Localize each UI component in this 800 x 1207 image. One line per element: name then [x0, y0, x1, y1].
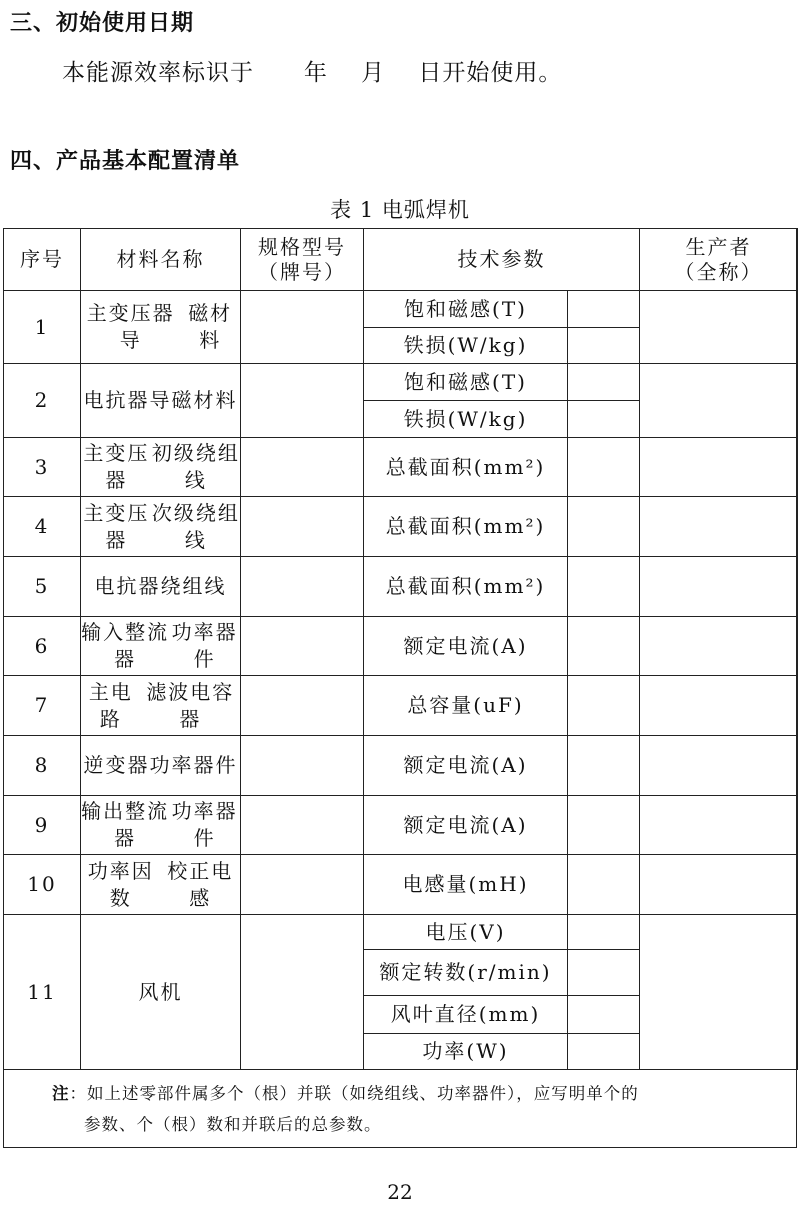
row-material — [80, 556, 241, 617]
row-maker — [639, 675, 798, 736]
param-value — [567, 795, 640, 855]
row-no — [3, 854, 81, 915]
row-maker — [639, 363, 798, 438]
cell-text: （牌号） — [258, 259, 346, 284]
row-no — [3, 735, 81, 796]
cell-text: 材料名称 — [116, 247, 205, 271]
row-spec — [240, 437, 364, 497]
row-no — [3, 914, 81, 1070]
table-note — [52, 1078, 792, 1140]
header-spec — [240, 228, 364, 291]
param-label: 电压(V) — [425, 919, 506, 944]
row-number: 7 — [34, 693, 50, 717]
row-number: 8 — [34, 753, 50, 777]
row-number: 9 — [34, 812, 50, 837]
param-label: 额定电流(A) — [403, 753, 528, 777]
row-material — [80, 675, 241, 736]
cell-text-line: 风机 — [138, 979, 183, 1004]
row-material — [80, 290, 241, 364]
row-maker — [639, 854, 798, 915]
cell-text: 规格型号 — [258, 234, 346, 259]
row-material — [80, 735, 241, 796]
param-name — [363, 437, 568, 497]
row-material — [80, 363, 241, 438]
param-value — [567, 854, 640, 915]
cell-text-line: 功率器件 — [171, 799, 238, 850]
row-number: 5 — [34, 574, 50, 598]
param-label: 额定电流(A) — [403, 812, 528, 837]
param-label: 总截面积(mm²) — [385, 454, 546, 479]
param-value — [567, 437, 640, 497]
param-value — [567, 995, 640, 1034]
cell-text-line: 电抗器导磁 — [83, 388, 194, 412]
param-value — [567, 363, 640, 401]
row-spec — [240, 363, 364, 438]
cell-text-line: 输出整流器 — [81, 799, 170, 850]
param-name — [363, 675, 568, 736]
param-value — [567, 616, 640, 676]
param-name — [363, 949, 568, 996]
cell-text-line: 校正电感 — [167, 858, 234, 910]
row-spec — [240, 290, 364, 364]
row-material — [80, 795, 241, 855]
param-value — [567, 949, 640, 996]
param-name — [363, 854, 568, 915]
cell-text-line: 初级绕组线 — [151, 441, 240, 492]
row-spec — [240, 914, 364, 1070]
row-spec — [240, 616, 364, 676]
param-label: 总截面积(mm²) — [385, 574, 546, 598]
param-name — [363, 496, 568, 557]
note-label: 注 — [52, 1084, 70, 1103]
param-name — [363, 400, 568, 438]
row-material — [80, 616, 241, 676]
param-name — [363, 327, 568, 364]
table-caption: 表 1 电弧焊机 — [330, 198, 470, 222]
row-spec — [240, 675, 364, 736]
param-value — [567, 735, 640, 796]
param-value — [567, 496, 640, 557]
note-line-1 — [52, 1078, 792, 1109]
param-name — [363, 363, 568, 401]
param-value — [567, 290, 640, 328]
param-label: 总容量(uF) — [407, 693, 524, 717]
header-maker — [639, 228, 798, 291]
row-no — [3, 556, 81, 617]
note-line-2: 参数、个（根）数和并联后的总参数。 — [84, 1115, 382, 1134]
cell-text: 序号 — [20, 247, 64, 271]
row-no — [3, 795, 81, 855]
cell-text: （全称） — [674, 259, 763, 284]
cell-text-line: 功率因数 — [87, 858, 154, 910]
row-spec — [240, 854, 364, 915]
row-maker — [639, 914, 798, 1070]
row-material — [80, 854, 241, 915]
row-material — [80, 496, 241, 557]
param-label: 电感量(mH) — [402, 872, 529, 896]
cell-text-line: 逆变器 — [83, 753, 150, 777]
row-maker — [639, 290, 798, 364]
row-maker — [639, 616, 798, 676]
row-material — [80, 914, 241, 1070]
cell-text-line: 主变压器 — [83, 441, 150, 492]
row-number: 1 — [34, 314, 50, 339]
section-4-heading: 四、产品基本配置清单 — [10, 149, 241, 174]
param-label: 额定电流(A) — [403, 633, 528, 658]
cell-text-line: 绕组线 — [160, 574, 227, 598]
row-no — [3, 437, 81, 497]
param-value — [567, 675, 640, 736]
row-maker — [639, 437, 798, 497]
row-no — [3, 363, 81, 438]
param-value — [567, 400, 640, 438]
param-name — [363, 995, 568, 1034]
cell-text-line: 功率器件 — [171, 620, 238, 671]
cell-text-line: 滤波电容器 — [146, 679, 235, 731]
header-material — [80, 228, 241, 291]
row-number: 3 — [34, 454, 50, 479]
param-label: 饱和磁感(T) — [404, 369, 527, 394]
row-no — [3, 675, 81, 736]
param-label: 风叶直径(mm) — [390, 1002, 541, 1026]
row-number: 6 — [34, 633, 50, 658]
row-no — [3, 616, 81, 676]
param-label: 饱和磁感(T) — [404, 296, 527, 321]
row-spec — [240, 556, 364, 617]
cell-text-line: 主变压器导 — [86, 301, 175, 352]
row-maker — [639, 556, 798, 617]
row-spec — [240, 735, 364, 796]
param-label: 铁损(W/kg) — [403, 333, 528, 357]
cell-text-line: 功率器件 — [149, 753, 238, 777]
cell-text-line: 材料 — [193, 388, 238, 412]
header-params — [363, 228, 640, 291]
param-name — [363, 556, 568, 617]
param-name — [363, 795, 568, 855]
param-name — [363, 735, 568, 796]
cell-text-line: 磁材料 — [188, 301, 233, 352]
cell-text-line: 主变压器 — [83, 500, 150, 552]
param-value — [567, 1033, 640, 1070]
row-maker — [639, 735, 798, 796]
row-number: 2 — [34, 388, 50, 412]
param-name — [363, 914, 568, 950]
cell-text: 技术参数 — [457, 247, 546, 271]
page-number: 22 — [387, 1180, 413, 1204]
row-number: 4 — [34, 514, 50, 538]
row-no — [3, 290, 81, 364]
row-material — [80, 437, 241, 497]
param-name — [363, 1033, 568, 1070]
row-number: 11 — [27, 979, 57, 1004]
header-seq — [3, 228, 81, 291]
param-value — [567, 914, 640, 950]
note-text-1: ：如上述零部件属多个（根）并联（如绕组线、功率器件），应写明单个的 — [69, 1084, 639, 1103]
param-label: 功率(W) — [422, 1039, 509, 1063]
cell-text-line: 主电路 — [88, 679, 133, 731]
row-maker — [639, 795, 798, 855]
cell-text: 生产者 — [685, 234, 752, 259]
row-maker — [639, 496, 798, 557]
start-date-line: 本能源效率标识于 年 月 日开始使用。 — [62, 60, 563, 86]
section-3-heading: 三、初始使用日期 — [10, 11, 195, 36]
cell-text-line: 输入整流器 — [81, 620, 170, 671]
param-value — [567, 327, 640, 364]
param-value — [567, 556, 640, 617]
param-name — [363, 290, 568, 328]
param-label: 额定转数(r/min) — [379, 960, 552, 984]
param-label: 铁损(W/kg) — [403, 406, 528, 431]
row-number: 10 — [27, 872, 57, 896]
param-name — [363, 616, 568, 676]
cell-text-line: 电抗器 — [94, 574, 161, 598]
row-no — [3, 496, 81, 557]
cell-text-line: 次级绕组线 — [151, 500, 240, 552]
row-spec — [240, 496, 364, 557]
param-label: 总截面积(mm²) — [385, 514, 546, 538]
row-spec — [240, 795, 364, 855]
